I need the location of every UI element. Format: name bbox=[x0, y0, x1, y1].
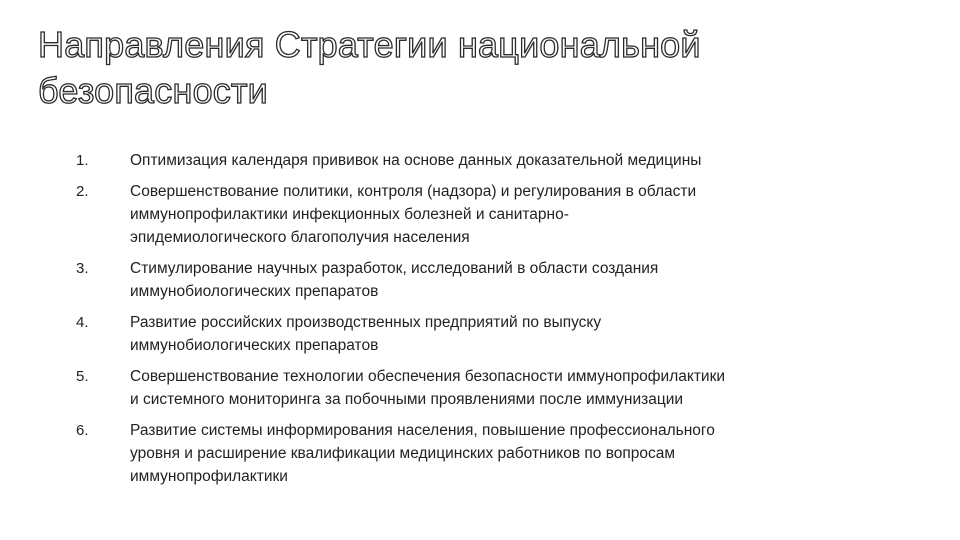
list-item-5 bbox=[76, 365, 916, 411]
list-item-line: Совершенствование политики, контроля (надзора) и регулирования в области bbox=[130, 183, 697, 200]
list-item-text bbox=[130, 180, 916, 249]
list-item-line: уровня и расширение квалификации медицинских работников по вопросам bbox=[130, 445, 676, 462]
list-item-4 bbox=[76, 311, 916, 357]
list-item-1 bbox=[76, 149, 916, 172]
list-item-line: Стимулирование научных разработок, исследований в области создания bbox=[130, 260, 659, 277]
list-item-3 bbox=[76, 257, 916, 303]
slide-title-line-2: безопасности bbox=[38, 70, 268, 111]
list-item-number: 4. bbox=[76, 314, 89, 331]
list-item-number: 1. bbox=[76, 152, 89, 169]
list-item-line: Оптимизация календаря прививок на основе данных доказательной медицины bbox=[130, 152, 702, 169]
list-item-line: Развитие российских производственных предприятий по выпуску bbox=[130, 314, 602, 331]
list-item-line: иммунобиологических препаратов bbox=[130, 337, 379, 354]
list-item-6 bbox=[76, 419, 916, 488]
list-item-number: 3. bbox=[76, 260, 89, 277]
list-item-line: иммунобиологических препаратов bbox=[130, 283, 379, 300]
list-item-number: 5. bbox=[76, 368, 89, 385]
list-item-text bbox=[130, 149, 916, 172]
list-item-line: иммунопрофилактики инфекционных болезней и санитарно- bbox=[130, 206, 569, 223]
list-item-number: 6. bbox=[76, 422, 89, 439]
slide-title-line-1: Направления Стратегии национальной bbox=[38, 24, 701, 65]
list-item-line: и системного мониторинга за побочными проявлениями после иммунизации bbox=[130, 391, 684, 408]
list-item-line: Совершенствование технологии обеспечения безопасности иммунопрофилактики bbox=[130, 368, 726, 385]
list-item-number: 2. bbox=[76, 183, 89, 200]
list-item-text bbox=[130, 365, 916, 411]
list-item-line: иммунопрофилактики bbox=[130, 468, 288, 485]
list-item-text bbox=[130, 257, 916, 303]
list-item-text bbox=[130, 311, 916, 357]
list-item-line: эпидемиологического благополучия населения bbox=[130, 229, 470, 246]
list-item-line: Развитие системы информирования населения, повышение профессионального bbox=[130, 422, 715, 439]
directions-list bbox=[76, 149, 916, 496]
slide-title bbox=[38, 22, 898, 114]
list-item-2 bbox=[76, 180, 916, 249]
list-item-text bbox=[130, 419, 916, 488]
